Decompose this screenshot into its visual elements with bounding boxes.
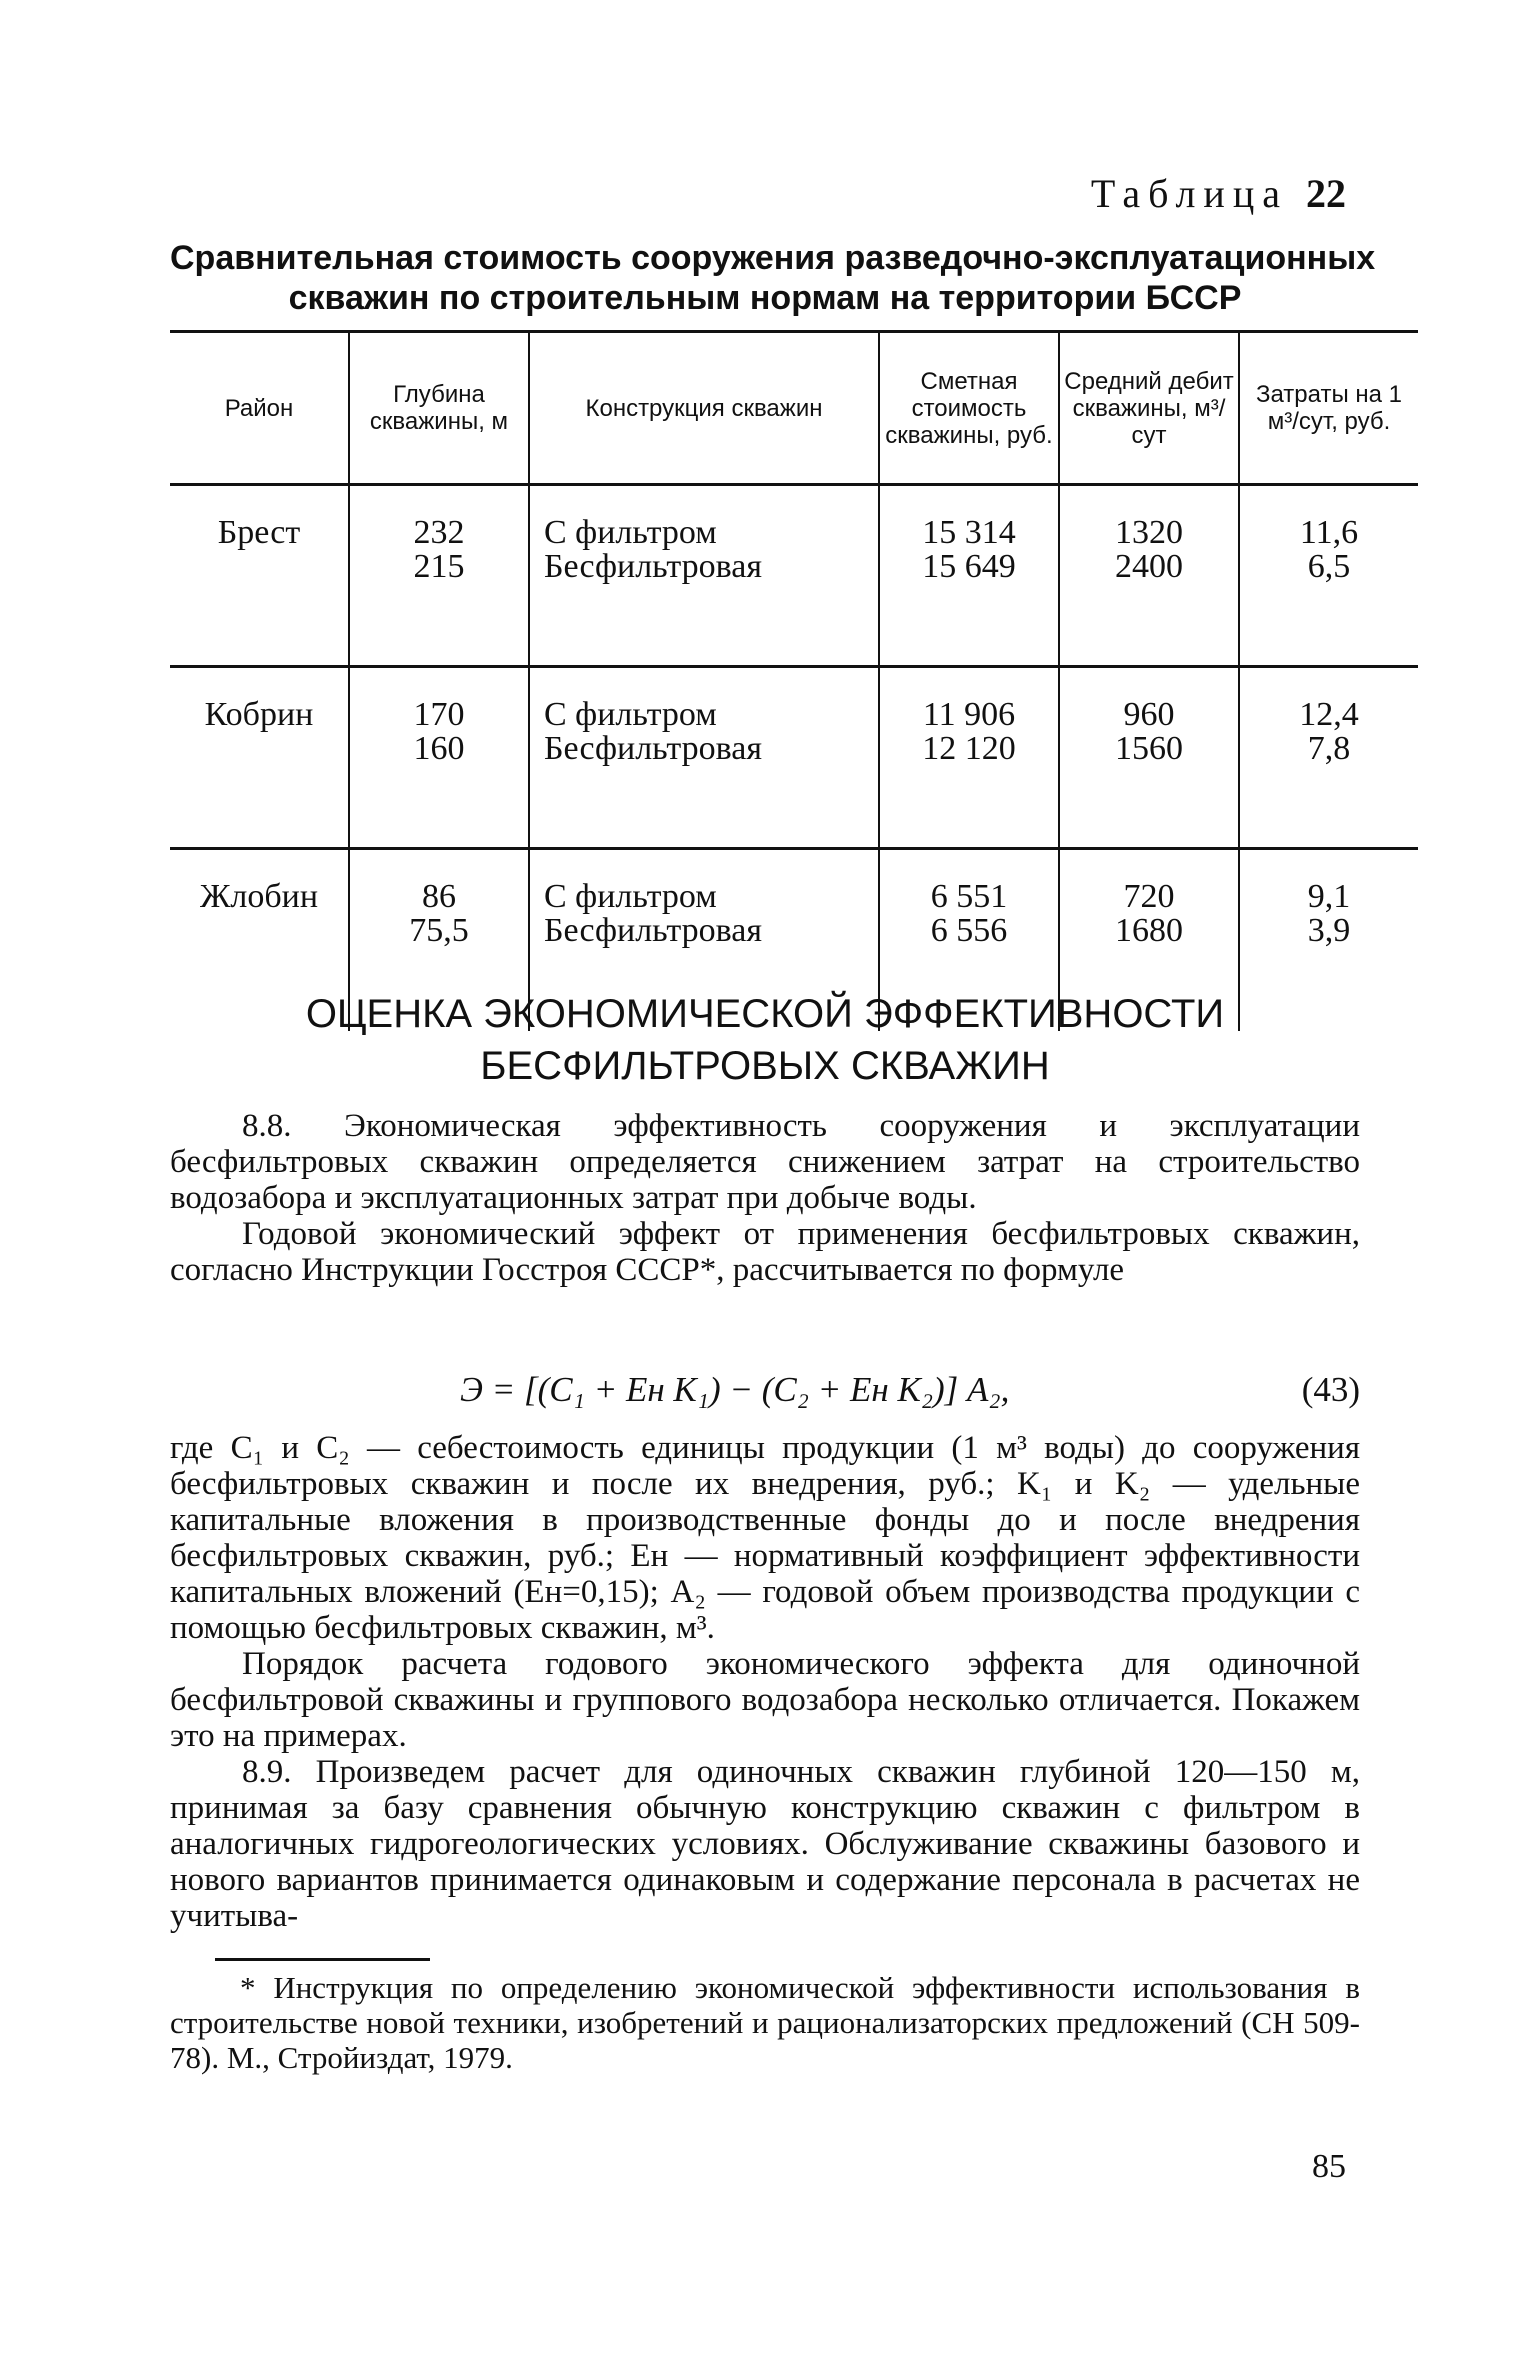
cell-depth bbox=[349, 667, 529, 849]
cell-cost-per-m3 bbox=[1239, 667, 1418, 849]
table-title-line: скважин по строительным нормам на территории БССР bbox=[288, 279, 1242, 317]
cell-value: 15 314 bbox=[922, 514, 1016, 551]
cell-value: 720 bbox=[1123, 878, 1175, 915]
cell-region: Кобрин bbox=[170, 667, 349, 849]
header-cost: Сметная стоимость скважины, руб. bbox=[879, 332, 1059, 485]
cell-value: Бесфильтровая bbox=[544, 548, 762, 585]
cell-value: 6 551 bbox=[930, 878, 1008, 915]
cell-value: 12 120 bbox=[922, 730, 1016, 767]
cell-value: 1320 bbox=[1115, 514, 1183, 551]
cell-value: 232 bbox=[413, 514, 465, 551]
cell-value: 215 bbox=[413, 548, 465, 585]
section-heading-line: ОЦЕНКА ЭКОНОМИЧЕСКОЙ ЭФФЕКТИВНОСТИ bbox=[305, 992, 1225, 1036]
body-block-intro bbox=[170, 1108, 1360, 1288]
section-heading bbox=[170, 988, 1360, 1092]
header-region: Район bbox=[170, 332, 349, 485]
paragraph: 8.9. Произведем расчет для одиночных скважин глубиной 120—150 м, принимая за базу сравнения обычную конструкцию скважин с фильтром в аналогичных гидрогеологических условиях. Обслуживание скважины базового и нового вариантов принимается одинаковым и содержание персонала в расчетах не учитыва- bbox=[170, 1754, 1360, 1934]
paragraph: 8.8. Экономическая эффективность сооружения и эксплуатации бесфильтровых скважин определяется снижением затрат на строительство водозабора и эксплуатационных затрат при добыче воды. bbox=[170, 1108, 1360, 1216]
cell-value: 1560 bbox=[1115, 730, 1183, 767]
cell-construction bbox=[529, 485, 879, 667]
header-debit: Средний дебит скважины, м³/ сут bbox=[1059, 332, 1239, 485]
cell-debit bbox=[1059, 485, 1239, 667]
formula: Э = [(C₁ + Eн K₁) − (C₂ + Eн K₂)] A₂, bbox=[460, 1370, 1010, 1409]
cell-value: 6 556 bbox=[930, 912, 1008, 949]
header-depth: Глубина скважины, м bbox=[349, 332, 529, 485]
cell-value: 6,5 bbox=[1307, 548, 1351, 585]
cell-debit bbox=[1059, 667, 1239, 849]
table-label bbox=[1091, 170, 1346, 217]
cell-value: Бесфильтровая bbox=[544, 730, 762, 767]
cell-value: 160 bbox=[413, 730, 465, 767]
cell-value: 170 bbox=[413, 696, 465, 733]
table-row bbox=[170, 485, 1418, 667]
formula-row bbox=[170, 1370, 1360, 1416]
header-construction: Конструкция скважин bbox=[529, 332, 879, 485]
cell-value: С фильтром bbox=[544, 878, 717, 915]
footnote: * Инструкция по определению экономической эффективности использования в строительстве новой техники, изобретений и рационализаторских предложений (СН 509-78). М., Стройиздат, 1979. bbox=[170, 1970, 1360, 2075]
table-title-line: Сравнительная стоимость сооружения разведочно-эксплуатационных bbox=[170, 239, 1376, 277]
cell-cost bbox=[879, 667, 1059, 849]
cell-value: Бесфильтровая bbox=[544, 912, 762, 949]
section-heading-line: БЕСФИЛЬТРОВЫХ СКВАЖИН bbox=[480, 1044, 1050, 1088]
cell-value: 7,8 bbox=[1307, 730, 1351, 767]
body-block-main bbox=[170, 1430, 1360, 1934]
table-label-word: Таблица bbox=[1090, 171, 1288, 216]
paragraph: где C₁ и C₂ — себестоимость единицы продукции (1 м³ воды) до сооружения бесфильтровых скважин и после их внедрения, руб.; K₁ и K₂ — удельные капитальные вложения в производственные фонды до и после внедрения бесфильтровых скважин, руб.; Eн — нормативный коэффициент эффективности капитальных вложений (Eн=0,15); A₂ — годовой объем производства продукции с помощью бесфильтровых скважин, м³. bbox=[170, 1430, 1360, 1646]
cell-region: Жлобин bbox=[199, 878, 319, 915]
cell-depth bbox=[349, 485, 529, 667]
footnote-divider bbox=[215, 1958, 430, 1961]
cell-value: 3,9 bbox=[1307, 912, 1351, 949]
cell-value: 960 bbox=[1123, 696, 1175, 733]
paragraph: Годовой экономический эффект от применения бесфильтровых скважин, согласно Инструкции Госстроя СССР*, рассчитывается по формуле bbox=[170, 1216, 1360, 1288]
cell-value: 1680 bbox=[1115, 912, 1183, 949]
cost-comparison-table bbox=[170, 330, 1418, 1031]
table-header-row bbox=[170, 332, 1418, 485]
header-cost-per-m3: Затраты на 1 м³/сут, руб. bbox=[1239, 332, 1418, 485]
cell-cost-per-m3 bbox=[1239, 485, 1418, 667]
cell-value: 11,6 bbox=[1299, 514, 1359, 551]
cell-cost bbox=[879, 485, 1059, 667]
cell-construction bbox=[529, 667, 879, 849]
cell-value: 2400 bbox=[1115, 548, 1183, 585]
cell-value: 11 906 bbox=[922, 696, 1016, 733]
table-label-number: 22 bbox=[1306, 171, 1346, 216]
page-number: 85 bbox=[1312, 2148, 1346, 2185]
cell-value: 75,5 bbox=[409, 912, 469, 949]
cell-value: 12,4 bbox=[1299, 696, 1359, 733]
table-row bbox=[170, 667, 1418, 849]
formula-number: (43) bbox=[1301, 1370, 1360, 1409]
cell-value: 15 649 bbox=[922, 548, 1016, 585]
cell-value: 9,1 bbox=[1307, 878, 1351, 915]
cell-value: 86 bbox=[422, 878, 456, 915]
table-title bbox=[170, 238, 1376, 318]
cell-region: Брест bbox=[170, 485, 349, 667]
paragraph: Порядок расчета годового экономического эффекта для одиночной бесфильтровой скважины и группового водозабора несколько отличается. Покажем это на примерах. bbox=[170, 1646, 1360, 1754]
cell-value: С фильтром bbox=[544, 514, 717, 551]
cell-value: С фильтром bbox=[544, 696, 717, 733]
